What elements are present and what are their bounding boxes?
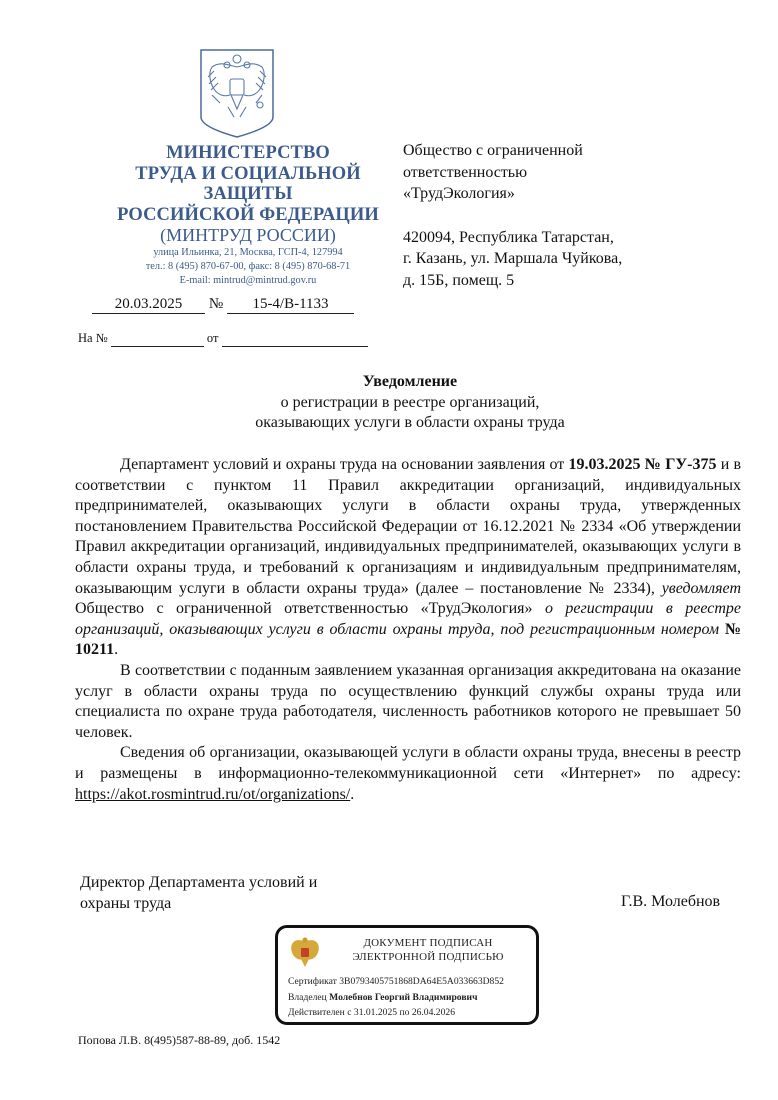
signer-position-line: Директор Департамента условий и <box>80 874 318 891</box>
registration-line <box>92 296 362 314</box>
signer-position <box>80 872 317 914</box>
document-body <box>75 455 741 805</box>
text-span: . <box>114 641 119 659</box>
outgoing-number: 15-4/В-1133 <box>227 296 354 314</box>
text-span: и в соответствии с пунктом 11 Правил аккредитации организаций, индивидуальных предпринимателей, оказывающих услуги в области охраны труда, утвержденных постановлением Правительства Российской Федерации от 16.12.2021 № 2334 «Об утверждении Правил аккредитации организаций, индивидуальных предпринимателей, оказывающих услуги в области охраны труда, и требований к организациям и индивидуальным предпринимателям, оказывающим услуги в области охраны труда» (далее – постановление № 2334), <box>75 456 742 597</box>
text-span: Сведения об организации, оказывающей услуги в области охраны труда, внесены в реестр и размещены в информационно-телекоммуникационной сети «Интернет» по адресу: <box>75 744 741 782</box>
certificate-value: 3B0793405751868DA64E5A033663D852 <box>339 976 504 987</box>
recipient-org-line: Общество с ограниченной <box>403 142 583 159</box>
application-reference: 19.03.2025 № ГУ-375 <box>568 456 717 473</box>
valid-from: 31.01.2025 <box>353 1007 398 1018</box>
stamp-heading <box>333 936 523 964</box>
ministry-name-line: МИНИСТЕРСТВО <box>166 143 330 163</box>
document-title <box>150 372 670 434</box>
ministry-phones: тел.: 8 (495) 870-67-00, факс: 8 (495) 870-68-71 <box>145 261 351 272</box>
executor-contact: Попова Л.В. 8(495)587-88-89, доб. 1542 <box>78 1033 281 1047</box>
signer-name: Г.В. Молебнов <box>621 893 721 910</box>
certificate-label: Сертификат <box>288 976 337 987</box>
validity-row <box>288 1005 504 1021</box>
certificate-row <box>288 974 504 990</box>
recipient-block <box>403 140 703 291</box>
coat-of-arms-icon <box>198 47 276 139</box>
text-span: . <box>350 785 355 803</box>
recipient-address-line: г. Казань, ул. Маршала Чуйкова, <box>403 250 623 267</box>
ministry-short-name: (МИНТРУД РОССИИ) <box>160 225 336 245</box>
text-span: Департамент условий и охраны труда на основании заявления от <box>120 456 569 473</box>
valid-from-label: с <box>347 1007 352 1018</box>
gold-coat-of-arms-icon <box>288 936 322 970</box>
ministry-email: E-mail: mintrud@mintrud.gov.ru <box>179 275 317 286</box>
stamp-details <box>288 974 504 1021</box>
electronic-signature-stamp <box>275 925 539 1025</box>
title-heading: Уведомление <box>362 373 458 390</box>
signer-position-line: охраны труда <box>80 895 172 912</box>
title-subtitle-line: оказывающих услуги в области охраны труда <box>255 414 565 431</box>
reply-from-label: от <box>206 331 219 345</box>
reply-date-blank <box>222 331 368 347</box>
recipient-address-line: 420094, Республика Татарстан, <box>403 228 614 246</box>
reply-reference-line <box>78 331 368 347</box>
body-paragraph-2: В соответствии с поданным заявлением указанная организация аккредитована на оказание услуг в области охраны труда по осуществлению функций службы охраны труда или специалиста по охране труда работодателя, численность работников которого не превышает 50 человек. <box>75 661 741 741</box>
outgoing-date: 20.03.2025 <box>92 296 205 314</box>
body-paragraph-1 <box>75 455 741 661</box>
valid-to-label: по <box>399 1007 410 1018</box>
recipient-org-line: ответственностью <box>403 163 528 181</box>
number-sign: № <box>208 296 224 312</box>
text-emphasis: о регистрации в реестре организаций, оказывающих услуги в области охраны труда, под регистрационным номером <box>75 600 741 638</box>
valid-to: 26.04.2026 <box>411 1007 455 1018</box>
ministry-name-line: ЗАЩИТЫ <box>203 184 293 204</box>
recipient-address-line: д. 15Б, помещ. 5 <box>403 271 515 289</box>
stamp-heading-line: ЭЛЕКТРОННОЙ ПОДПИСЬЮ <box>352 951 504 963</box>
text-span: Общество с ограниченной ответственностью «ТрудЭкология» <box>75 600 545 618</box>
ministry-name-line: РОССИЙСКОЙ ФЕДЕРАЦИИ <box>117 204 379 225</box>
registry-link[interactable]: https://akot.rosmintrud.ru/ot/organizations/ <box>75 785 351 803</box>
reply-number-blank <box>111 331 204 347</box>
stamp-heading-line: ДОКУМЕНТ ПОДПИСАН <box>363 937 493 949</box>
reply-to-label: На № <box>78 331 108 345</box>
registration-number: № 10211 <box>75 620 742 659</box>
ministry-address: улица Ильинка, 21, Москва, ГСП-4, 127994 <box>153 247 343 258</box>
owner-value: Молебнов Георгий Владимирович <box>329 991 478 1003</box>
recipient-org-line: «ТрудЭкология» <box>403 185 515 202</box>
title-subtitle-line: о регистрации в реестре организаций, <box>280 393 540 411</box>
owner-row <box>288 990 504 1006</box>
ministry-name-line: ТРУДА И СОЦИАЛЬНОЙ <box>135 163 361 184</box>
ministry-header <box>95 143 401 287</box>
body-paragraph-3 <box>75 743 741 805</box>
text-emphasis: уведомляет <box>661 579 741 597</box>
owner-label: Владелец <box>288 991 327 1003</box>
valid-label: Действителен <box>288 1007 345 1018</box>
